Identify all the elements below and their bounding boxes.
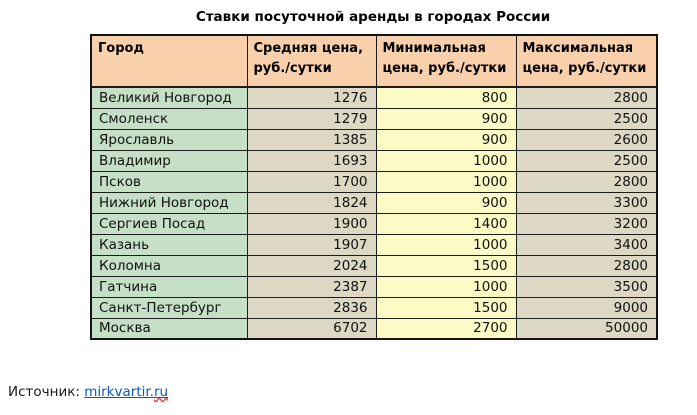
min-price-cell: 1500 — [376, 255, 516, 276]
min-price-cell: 1400 — [376, 213, 516, 234]
table-title: Ставки посуточной аренды в городах России — [195, 9, 551, 25]
table-row — [91, 87, 657, 108]
table-row — [91, 234, 657, 255]
avg-price-cell: 1279 — [247, 108, 376, 129]
column-header-avg-price: Средняя цена, руб./сутки — [247, 35, 376, 87]
table-row — [91, 171, 657, 192]
max-price-cell: 2500 — [516, 150, 657, 171]
table-row — [91, 108, 657, 129]
avg-price-cell: 2836 — [247, 297, 376, 318]
table-row — [91, 213, 657, 234]
max-price-cell: 3200 — [516, 213, 657, 234]
max-price-cell: 2500 — [516, 108, 657, 129]
table-row — [91, 318, 657, 339]
avg-price-cell: 1907 — [247, 234, 376, 255]
min-price-cell: 2700 — [376, 318, 516, 339]
max-price-cell: 2800 — [516, 255, 657, 276]
max-price-cell: 50000 — [516, 318, 657, 339]
max-price-cell: 3400 — [516, 234, 657, 255]
source-link-tld: ru — [153, 384, 169, 400]
avg-price-cell: 1693 — [247, 150, 376, 171]
max-price-cell: 2800 — [516, 87, 657, 108]
source-link-main: mirkvartir. — [84, 384, 154, 400]
city-cell: Москва — [91, 318, 247, 339]
source-link[interactable] — [84, 384, 168, 400]
city-cell: Великий Новгород — [91, 87, 247, 108]
city-cell: Гатчина — [91, 276, 247, 297]
min-price-cell: 1000 — [376, 276, 516, 297]
city-cell: Санкт-Петербург — [91, 297, 247, 318]
city-cell: Псков — [91, 171, 247, 192]
city-cell: Владимир — [91, 150, 247, 171]
table-row — [91, 276, 657, 297]
min-price-cell: 1000 — [376, 234, 516, 255]
min-price-cell: 1000 — [376, 171, 516, 192]
min-price-cell: 1500 — [376, 297, 516, 318]
avg-price-cell: 1276 — [247, 87, 376, 108]
min-price-cell: 1000 — [376, 150, 516, 171]
min-price-cell: 800 — [376, 87, 516, 108]
table-row — [91, 297, 657, 318]
city-cell: Коломна — [91, 255, 247, 276]
column-header-min-price: Минимальная цена, руб./сутки — [376, 35, 516, 87]
avg-price-cell: 1824 — [247, 192, 376, 213]
city-cell: Сергиев Посад — [91, 213, 247, 234]
max-price-cell: 3300 — [516, 192, 657, 213]
min-price-cell: 900 — [376, 108, 516, 129]
table-row — [91, 255, 657, 276]
avg-price-cell: 1700 — [247, 171, 376, 192]
min-price-cell: 900 — [376, 192, 516, 213]
min-price-cell: 900 — [376, 129, 516, 150]
rental-rates-table — [90, 34, 658, 340]
max-price-cell: 9000 — [516, 297, 657, 318]
city-cell: Нижний Новгород — [91, 192, 247, 213]
table-row — [91, 150, 657, 171]
max-price-cell: 3500 — [516, 276, 657, 297]
column-header-max-price: Максимальная цена, руб./сутки — [516, 35, 657, 87]
source-label: Источник: — [8, 384, 80, 400]
max-price-cell: 2800 — [516, 171, 657, 192]
header-row — [91, 35, 657, 87]
city-cell: Смоленск — [91, 108, 247, 129]
table-row — [91, 192, 657, 213]
max-price-cell: 2600 — [516, 129, 657, 150]
table-row — [91, 129, 657, 150]
column-header-city: Город — [91, 35, 247, 87]
city-cell: Ярославль — [91, 129, 247, 150]
avg-price-cell: 2024 — [247, 255, 376, 276]
avg-price-cell: 1900 — [247, 213, 376, 234]
avg-price-cell: 6702 — [247, 318, 376, 339]
city-cell: Казань — [91, 234, 247, 255]
source-line — [8, 384, 168, 400]
avg-price-cell: 1385 — [247, 129, 376, 150]
avg-price-cell: 2387 — [247, 276, 376, 297]
